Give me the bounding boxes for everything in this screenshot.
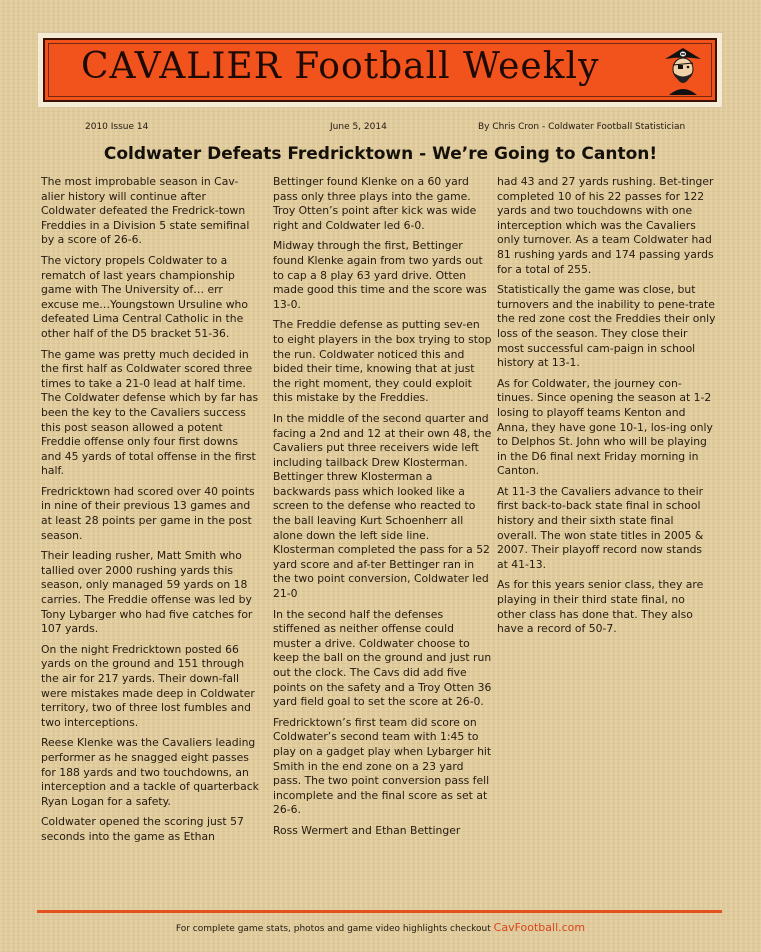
paragraph: At 11-3 the Cavaliers advance to their first back-to-back state final in school history and their sixth state final overall. The won state titles in 2005 & 2007. Their playoff record now stands at 41-13. xyxy=(497,484,704,571)
paragraph: In the middle of the second quarter and facing a 2nd and 12 at their own 48, the Cavaliers put three receivers wide left including tailback Drew Klosterman. Bettinger threw Klosterman a backwards pass which looked like a screen to the defense who reacted to the ball leaving Kurt Schoenherr all alone down the left side line. Klosterman completed the pass for a 52 yard score and af-ter Bettinger ran in the two point conversion, Coldwater led 21-0 xyxy=(273,411,492,601)
footer xyxy=(0,921,761,934)
paragraph: In the second half the defenses stiffened as neither offense could muster a drive. Coldwater choose to keep the ball on the ground and just run out the clock. The Cavs did add five points on the safety and a Troy Otten 36 yard field goal to set the score at 26-0. xyxy=(273,607,492,709)
paragraph: Ross Wermert and Ethan Bettinger xyxy=(273,823,461,837)
paragraph: Fredricktown had scored over 40 points in nine of their previous 13 games and at least 28 points per game in the post season. xyxy=(41,484,255,542)
paragraph: The victory propels Coldwater to a rematch of last years championship game with The University of… err excuse me…Youngstown Ursuline who defeated Lima Central Catholic in the other half of the D5 bracket 51-36. xyxy=(41,253,248,340)
paragraph: had 43 and 27 yards rushing. Bet-tinger completed 10 of his 22 passes for 122 yards and two touchdowns with one interception which was the Cavaliers only turnover. As a team Coldwater had 81 rushing yards and 174 passing yards for a total of 255. xyxy=(497,175,714,276)
footer-text: For complete game stats, photos and game video highlights checkout xyxy=(175,924,494,934)
pirate-mascot-icon xyxy=(661,45,705,95)
footer-website-link[interactable]: CavFootball.com xyxy=(493,921,586,934)
article-column-3 xyxy=(497,175,716,643)
paragraph: On the night Fredricktown posted 66 yards on the ground and 151 through the air for 217 yards. Their down-fall were mistakes made deep in Coldwater territory, two of three lost fumbles and two interceptions. xyxy=(41,642,255,729)
byline: By Chris Cron - Coldwater Football Statistician xyxy=(478,122,686,132)
paragraph: The game was pretty much decided in the first half as Coldwater scored three times to take a 21-0 lead at half time. The Coldwater defense which by far has been the key to the Cavaliers success this post season allowed a potent Freddie offense only four first downs and 45 yards of total offense in the first half. xyxy=(41,347,259,478)
article-column-1 xyxy=(41,175,260,851)
paragraph: Bettinger found Klenke on a 60 yard pass only three plays into the game. Troy Otten’s point after kick was wide right and Coldwater led 6-0. xyxy=(273,175,477,232)
paragraph: Reese Klenke was the Cavaliers leading performer as he snagged eight passes for 188 yards and two touchdowns, an interception and a tackle of quarterback Ryan Logan for a safety. xyxy=(41,736,259,808)
paragraph: Coldwater opened the scoring just 57 seconds into the game as Ethan xyxy=(41,815,244,843)
masthead-banner xyxy=(43,38,717,102)
issue-date: June 5, 2014 xyxy=(330,122,387,132)
paragraph: As for Coldwater, the journey con-tinues. Since opening the season at 1-2 losing to playoff teams Kenton and Anna, they have gone 10-1, los-ing only to Delphos St. John who will be playing in the D6 final next Friday morning in Canton. xyxy=(497,376,713,478)
masthead-frame xyxy=(37,32,723,108)
paragraph: Fredricktown’s first team did score on Coldwater’s second team with 1:45 to play on a gadget play when Lybarger hit Smith in the end zone on a 23 yard pass. The two point conversion pass fell incomplete and the final score as set at 26-6. xyxy=(273,715,492,817)
paragraph: The Freddie defense as putting sev-en to eight players in the box trying to stop the run. Coldwater noticed this and bided their time, knowing that at just the right moment, they could exploit this mistake by the Freddies. xyxy=(273,318,492,405)
paragraph: Midway through the first, Bettinger found Klenke again from two yards out to cap a 8 play 63 yard drive. Otten made good this time and the score was 13-0. xyxy=(273,239,487,311)
footer-divider xyxy=(37,910,722,913)
article-headline: Coldwater Defeats Fredricktown - We’re Going to Canton! xyxy=(103,144,658,164)
paragraph: Statistically the game was close, but turnovers and the inability to pene-trate the red zone cost the Freddies their only loss of the season. They close their most successful cam-paign in school history at 13-1. xyxy=(497,283,716,370)
paragraph: As for this years senior class, they are playing in their third state final, no other class has done that. They also have a record of 50-7. xyxy=(497,578,704,636)
paragraph: The most improbable season in Cav-alier history will continue after Coldwater defeated the Fredrick-town Freddies in a Division 5 state semifinal by a score of 26-6. xyxy=(41,175,250,247)
masthead-title: CAVALIER Football Weekly xyxy=(81,46,600,87)
paragraph: Their leading rusher, Matt Smith who tallied over 2000 rushing yards this season, only managed 59 yards on 18 carries. The Freddie offense was led by Tony Lybarger who had five catches for 107 yards. xyxy=(41,549,253,636)
article-column-2 xyxy=(273,175,492,845)
issue-label: 2010 Issue 14 xyxy=(85,122,149,132)
